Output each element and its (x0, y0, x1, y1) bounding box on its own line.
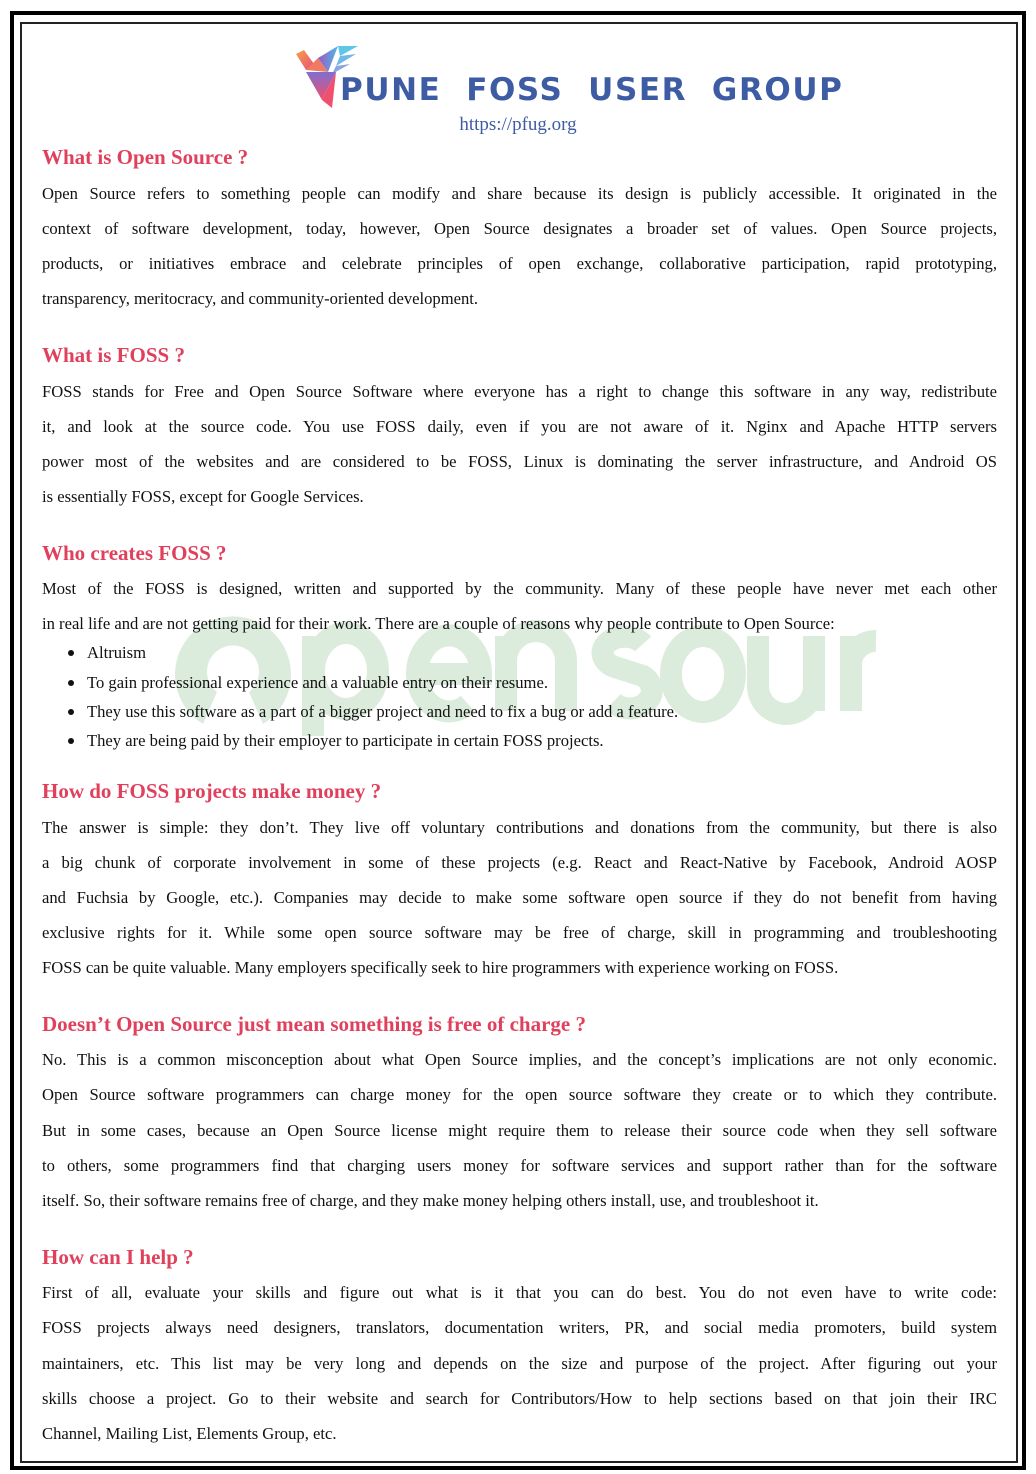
paragraph-line: transparency, meritocracy, and community-oriented development. (42, 289, 479, 308)
paragraph-line: exclusive rights for it. While some open source software may be free of charge, skill in programming and troubleshooting (42, 923, 997, 942)
section-heading-free-of-charge: Doesn’t Open Source just mean something is free of charge ? (42, 1012, 587, 1036)
section-heading-who-creates-foss: Who creates FOSS ? (42, 541, 227, 565)
paragraph-line: products, or initiatives embrace and celebrate principles of open exchange, collaborative participation, rapid prototyping, (42, 254, 997, 273)
paragraph-line: Open Source software programmers can charge money for the open source software they create or to which they contribute. (42, 1085, 997, 1104)
bullet-icon (68, 709, 74, 715)
paragraph-line: power most of the websites and are considered to be FOSS, Linux is dominating the server infrastructure, and Android OS (42, 452, 997, 471)
website-link[interactable]: https://pfug.org (459, 114, 577, 135)
paragraph-line: The answer is simple: they don’t. They live off voluntary contributions and donations from the community, but there is also (42, 818, 997, 837)
paragraph-line: itself. So, their software remains free of charge, and they make money helping others install, use, and troubleshoot it. (42, 1191, 819, 1210)
paragraph-line: FOSS can be quite valuable. Many employers specifically seek to hire programmers with experience working on FOSS. (42, 958, 839, 977)
section-heading-what-is-foss: What is FOSS ? (42, 343, 185, 367)
paragraph-line: Most of the FOSS is designed, written and supported by the community. Many of these people have never met each other (42, 579, 997, 598)
paragraph-line: context of software development, today, however, Open Source designates a broader set of values. Open Source projects, (42, 219, 997, 238)
pfug-logo (292, 44, 844, 114)
paragraph-line: FOSS stands for Free and Open Source Software where everyone has a right to change this software in any way, redistribute (42, 382, 997, 401)
bullet-icon (68, 650, 74, 656)
paragraph-line: in real life and are not getting paid for their work. There are a couple of reasons why people contribute to Open Source: (42, 614, 835, 633)
bullet-icon (68, 738, 74, 744)
paragraph-line: Open Source refers to something people can modify and share because its design is publicly accessible. It originated in the (42, 184, 997, 203)
paragraph-line: No. This is a common misconception about what Open Source implies, and the concept’s implications are not only economic. (42, 1050, 997, 1069)
paragraph-line: First of all, evaluate your skills and figure out what is it that you can do best. You do not even have to write code: (42, 1283, 997, 1302)
paragraph-line: it, and look at the source code. You use FOSS daily, even if you are not aware of it. Nginx and Apache HTTP servers (42, 417, 997, 436)
paragraph-line: skills choose a project. Go to their website and search for Contributors/How to help sections based on that join their IRC (42, 1389, 997, 1408)
bullet-icon (68, 680, 74, 686)
logo-text: PUNE FOSS USER GROUP (340, 72, 844, 108)
paragraph-line: to others, some programmers find that charging users money for software services and support rather than for the software (42, 1156, 997, 1175)
paragraph-line: and Fuchsia by Google, etc.). Companies may decide to make some software open source if they do not benefit from having (42, 888, 997, 907)
paragraph-line: a big chunk of corporate involvement in some of these projects (e.g. React and React-Native by Facebook, Android AOSP (42, 853, 997, 872)
paragraph-line: is essentially FOSS, except for Google Services. (42, 487, 364, 506)
section-heading-how-do-foss-projects-make-money: How do FOSS projects make money ? (42, 779, 382, 803)
section-heading-how-can-i-help: How can I help ? (42, 1245, 194, 1269)
paragraph-line: maintainers, etc. This list may be very long and depends on the size and purpose of the project. After figuring out your (42, 1354, 997, 1373)
paragraph-line: But in some cases, because an Open Source license might require them to release their source code when they sell software (42, 1121, 997, 1140)
paragraph-line: Channel, Mailing List, Elements Group, etc. (42, 1424, 337, 1443)
paragraph-line: FOSS projects always need designers, translators, documentation writers, PR, and social media promoters, build system (42, 1318, 997, 1337)
section-heading-what-is-open-source: What is Open Source ? (42, 145, 249, 169)
